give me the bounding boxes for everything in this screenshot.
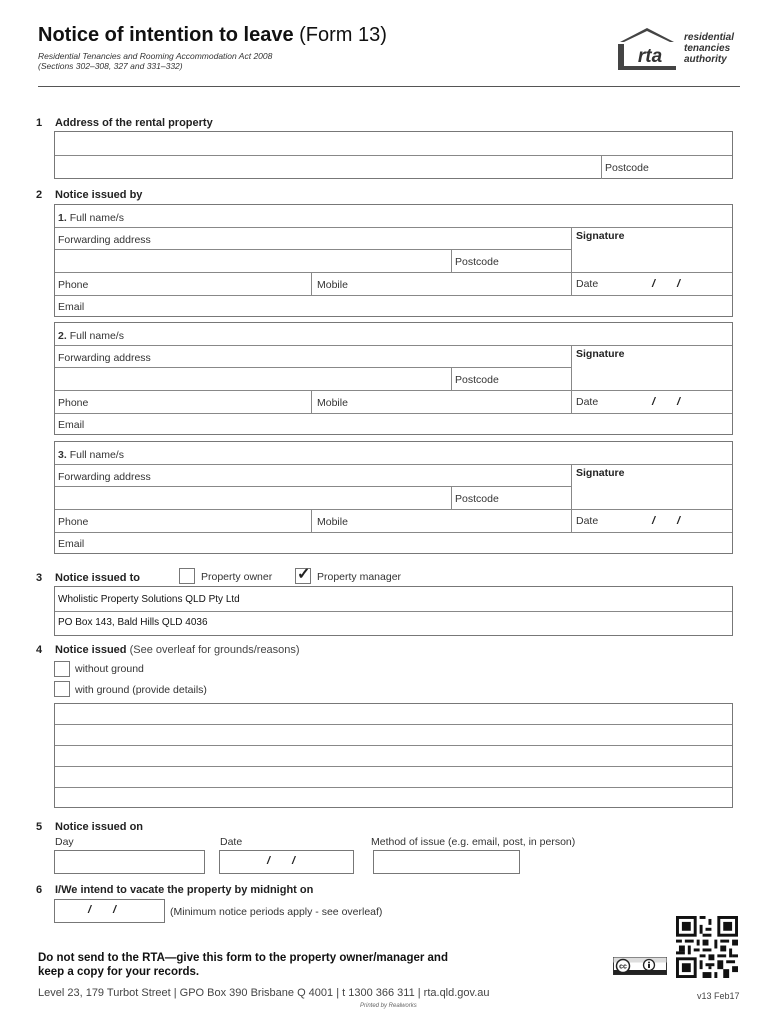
rta-logo-words [684,32,734,65]
vacate-date-input[interactable] [54,899,165,923]
issuer-2-date-sep-1: / [652,396,656,408]
vacate-note: (Minimum notice periods apply - see overleaf) [170,906,383,918]
issuer-2-block [54,322,733,435]
issuer-3-index: 3. [58,449,67,461]
section-5-number: 5 [36,821,43,833]
issuer-1-fullname-text: Full name/s [69,212,124,224]
issuer-3-phone-label[interactable]: Phone [58,516,89,528]
address-box [54,131,733,179]
section-4-hint: (See overleaf for grounds/reasons) [129,644,300,656]
vacate-date-sep-1: / [88,904,92,916]
form-title [38,24,387,47]
issued-date-sep-2: / [292,855,296,867]
check-mark-icon: ✓ [297,566,311,583]
cc-badge-text: cc [619,963,627,971]
warning-line-2: keep a copy for your records. [38,966,200,978]
section-4-heading [55,644,300,656]
issue-method-label: Method of issue (e.g. email, post, in person) [371,836,576,848]
printed-by: Printed by Realworks [360,1003,417,1009]
issuer-2-fullname-label[interactable] [58,330,124,342]
act-reference-line1: Residential Tenancies and Rooming Accommodation Act 2008 [38,51,273,61]
issuer-3-date-label[interactable]: Date [576,515,599,527]
form-title-number: (Form 13) [299,24,387,46]
issuer-3-fullname-text: Full name/s [69,449,124,461]
issuer-1-date-label[interactable]: Date [576,278,599,290]
issued-day-label: Day [55,836,74,848]
rta-logo [614,26,744,74]
issuer-2-postcode-label[interactable]: Postcode [455,374,499,386]
rta-logo-text: rta [637,46,663,67]
issuer-1-mobile-label[interactable]: Mobile [317,279,348,291]
logo-word-2: tenancies [684,43,731,54]
issued-to-name-field[interactable]: Wholistic Property Solutions QLD Pty Ltd [58,594,240,605]
issuer-2-signature-label[interactable]: Signature [576,348,625,360]
issuer-3-date-sep-1: / [652,515,656,527]
issuer-1-email-label[interactable]: Email [58,301,85,313]
property-manager-label: Property manager [317,571,402,583]
issuer-1-fullname-label[interactable] [58,212,124,224]
issuer-1-signature-label[interactable]: Signature [576,230,625,242]
address-postcode-label: Postcode [605,162,649,174]
grounds-details-box[interactable] [54,703,733,808]
issued-to-address-field[interactable]: PO Box 143, Bald Hills QLD 4036 [58,617,208,628]
issuer-3-signature-label[interactable]: Signature [576,467,625,479]
section-4-number: 4 [36,644,43,656]
issuer-2-date-sep-2: / [677,396,681,408]
issuer-2-phone-label[interactable]: Phone [58,397,89,409]
address-line-2-input[interactable] [56,157,600,178]
issuer-3-email-label[interactable]: Email [58,538,85,550]
issuer-1-phone-label[interactable]: Phone [58,279,89,291]
issuer-1-date-sep-2: / [677,278,681,290]
issued-to-box [54,586,733,636]
address-line-1-input[interactable] [56,133,731,154]
issued-date-sep-1: / [267,855,271,867]
do-not-send-warning [38,951,448,979]
section-6-number: 6 [36,884,43,896]
qr-code-icon [676,916,738,978]
section-2-number: 2 [36,189,43,201]
issued-date-label: Date [220,836,243,848]
rta-logo-mark [614,26,680,74]
issuer-3-mobile-label[interactable]: Mobile [317,516,348,528]
form-version: v13 Feb17 [697,991,740,1001]
issue-method-input[interactable] [373,850,520,874]
creative-commons-icon [613,957,667,975]
issued-day-input[interactable] [54,850,205,874]
section-3-number: 3 [36,572,43,584]
section-2-label: Notice issued by [55,189,143,201]
issuer-2-email-label[interactable]: Email [58,419,85,431]
without-ground-label: without ground [75,663,144,675]
property-owner-label: Property owner [201,571,273,583]
issuer-1-block [54,204,733,317]
act-reference [38,51,272,71]
issuer-3-fullname-label[interactable] [58,449,124,461]
section-6-label: I/We intend to vacate the property by midnight on [55,884,314,896]
issuer-3-forwarding-label[interactable]: Forwarding address [58,471,151,483]
with-ground-checkbox[interactable] [54,681,70,697]
header-divider [38,86,740,87]
issuer-2-index: 2. [58,330,67,342]
logo-word-3: authority [684,54,727,65]
logo-word-1: residential [684,32,735,43]
section-5-label: Notice issued on [55,821,144,833]
with-ground-label: with ground (provide details) [75,684,207,696]
footer-contact: Level 23, 179 Turbot Street | GPO Box 390 Brisbane Q 4001 | t 1300 366 311 | rta.qld.gov.au [38,987,490,999]
issuer-2-mobile-label[interactable]: Mobile [317,397,348,409]
without-ground-checkbox[interactable] [54,661,70,677]
issuer-3-postcode-label[interactable]: Postcode [455,493,499,505]
property-owner-checkbox[interactable] [179,568,195,584]
issuer-1-date-sep-1: / [652,278,656,290]
issuer-3-block [54,441,733,554]
issuer-2-date-label[interactable]: Date [576,396,599,408]
act-reference-line2: (Sections 302–308, 327 and 331–332) [38,61,183,71]
issuer-2-forwarding-label[interactable]: Forwarding address [58,352,151,364]
vacate-date-sep-2: / [113,904,117,916]
section-1-number: 1 [36,117,43,129]
section-4-label: Notice issued [55,644,127,656]
section-3-label: Notice issued to [55,572,140,584]
property-manager-checkbox[interactable] [295,568,311,584]
warning-line-1: Do not send to the RTA—give this form to the property owner/manager and [38,952,448,964]
issued-date-input[interactable] [219,850,354,874]
issuer-3-date-sep-2: / [677,515,681,527]
issuer-1-forwarding-label[interactable]: Forwarding address [58,234,151,246]
issuer-1-index: 1. [58,212,67,224]
form-title-bold: Notice of intention to leave [38,24,294,46]
section-1-label: Address of the rental property [55,117,213,129]
issuer-1-postcode-label[interactable]: Postcode [455,256,499,268]
issuer-2-fullname-text: Full name/s [69,330,124,342]
